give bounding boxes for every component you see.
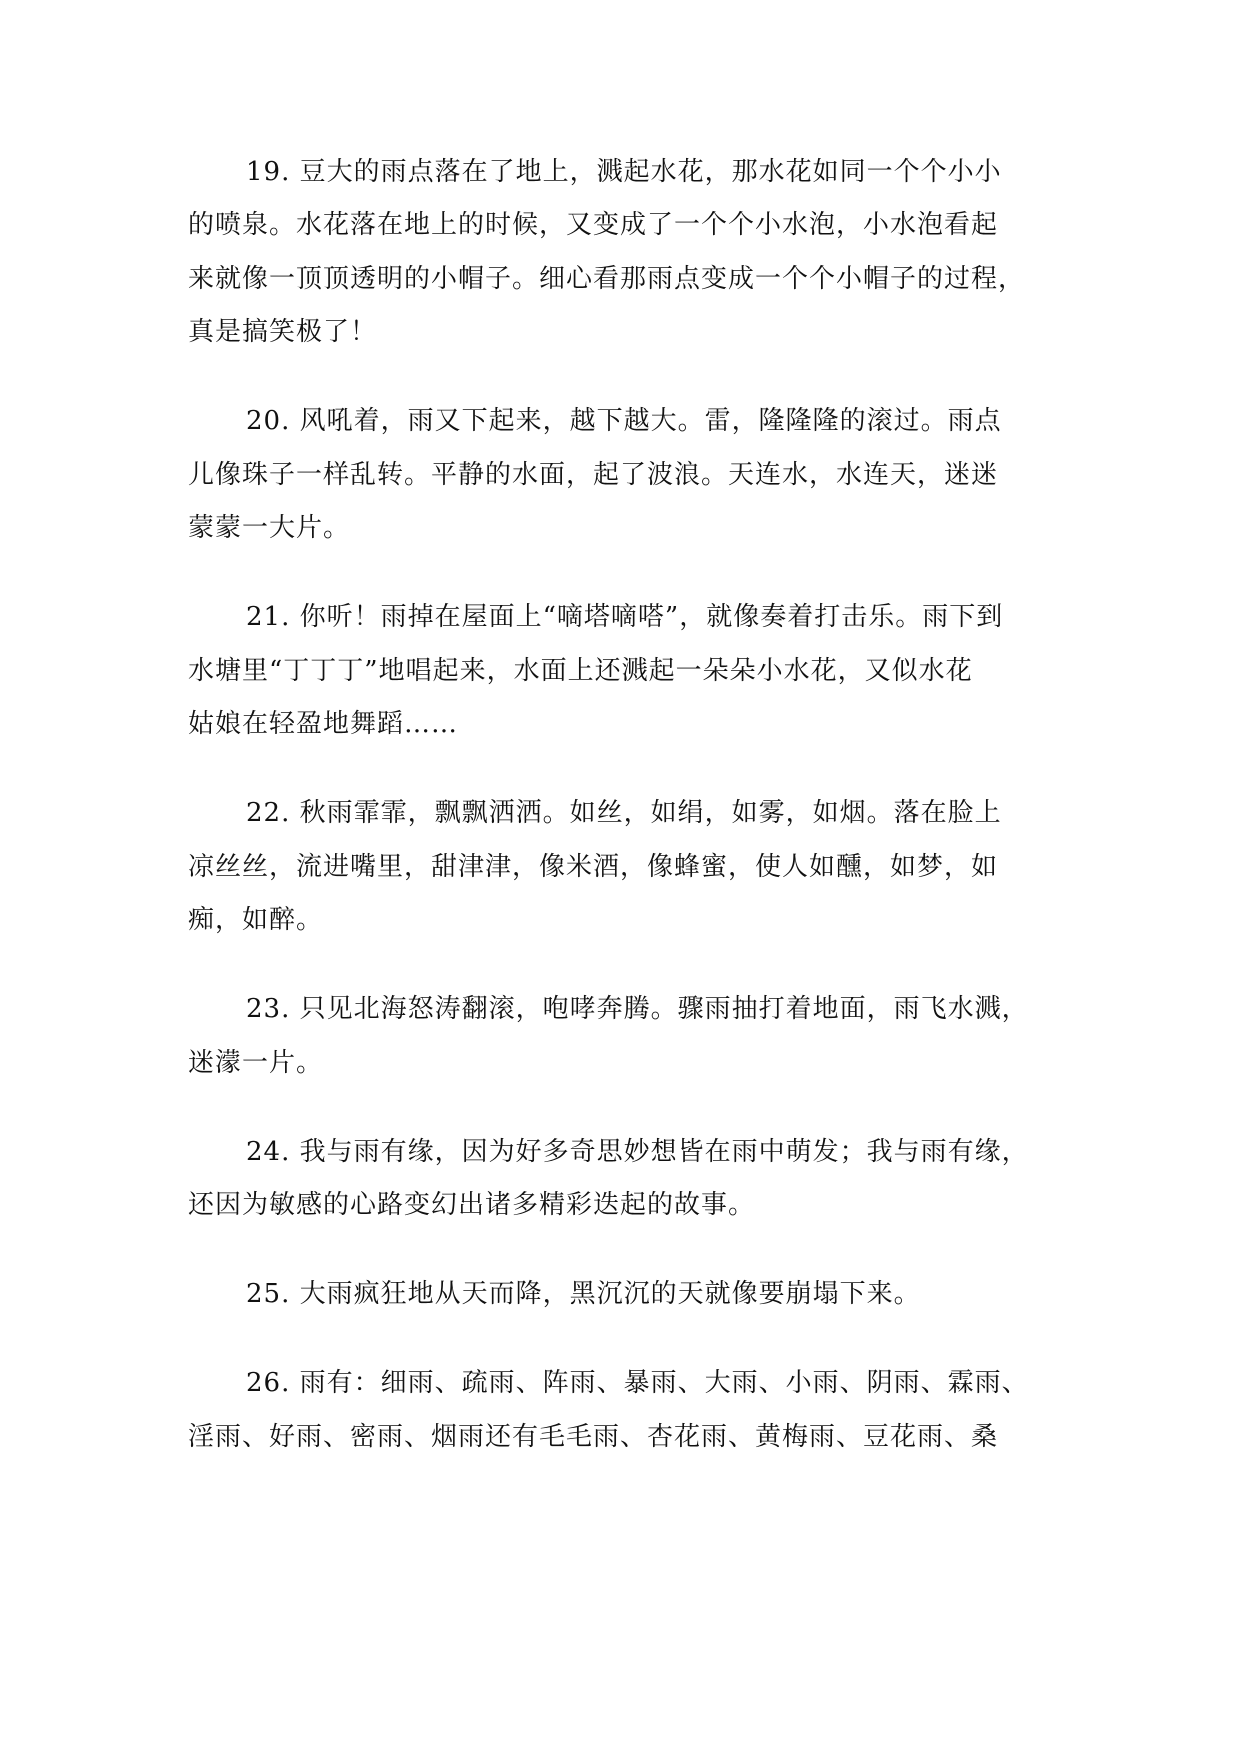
paragraph-23-line-2: 迷濛一片。: [188, 1048, 324, 1078]
paragraph-19-line-4: 真是搞笑极了！: [188, 317, 378, 347]
paragraph-26-line-2: 淫雨、好雨、密雨、烟雨还有毛毛雨、杏花雨、黄梅雨、豆花雨、桑: [188, 1422, 999, 1452]
paragraph-20-line-3: 蒙蒙一大片。: [188, 513, 351, 543]
paragraph-24-line-2: 还因为敏感的心路变幻出诸多精彩迭起的故事。: [188, 1190, 756, 1220]
paragraph-24-line-1: 24. 我与雨有缘，因为好多奇思妙想皆在雨中萌发；我与雨有缘，: [246, 1137, 1029, 1167]
paragraph-20-line-1: 20. 风吼着，雨又下起来，越下越大。雷，隆隆隆的滚过。雨点: [246, 406, 1002, 436]
paragraph-19-line-3: 来就像一顶顶透明的小帽子。细心看那雨点变成一个个小帽子的过程，: [188, 264, 1026, 294]
paragraph-19-line-2: 的喷泉。水花落在地上的时候，又变成了一个个小水泡，小水泡看起: [188, 210, 999, 240]
paragraph-26-line-1: 26. 雨有：细雨、疏雨、阵雨、暴雨、大雨、小雨、阴雨、霖雨、: [246, 1368, 1029, 1398]
paragraph-22-line-1: 22. 秋雨霏霏，飘飘洒洒。如丝，如绢，如雾，如烟。落在脸上: [246, 798, 1002, 828]
paragraph-22-line-2: 凉丝丝，流进嘴里，甜津津，像米酒，像蜂蜜，使人如醺，如梦，如: [188, 852, 999, 882]
paragraph-25-line-1: 25. 大雨疯狂地从天而降，黑沉沉的天就像要崩塌下来。: [246, 1279, 921, 1309]
paragraph-22-line-3: 痴，如醉。: [188, 905, 324, 935]
paragraph-19-line-1: 19. 豆大的雨点落在了地上，溅起水花，那水花如同一个个小小: [246, 157, 1002, 187]
paragraph-21-line-1: 21. 你听！雨掉在屋面上“嘀塔嘀嗒”，就像奏着打击乐。雨下到: [246, 602, 1004, 632]
paragraph-20-line-2: 儿像珠子一样乱转。平静的水面，起了波浪。天连水，水连天，迷迷: [188, 460, 999, 490]
paragraph-21-line-2: 水塘里“丁丁丁”地唱起来，水面上还溅起一朵朵小水花，又似水花: [188, 656, 973, 686]
paragraph-21-line-3: 姑娘在轻盈地舞蹈……: [188, 709, 459, 739]
paragraph-23-line-1: 23. 只见北海怒涛翻滚，咆哮奔腾。骤雨抽打着地面，雨飞水溅，: [246, 994, 1029, 1024]
